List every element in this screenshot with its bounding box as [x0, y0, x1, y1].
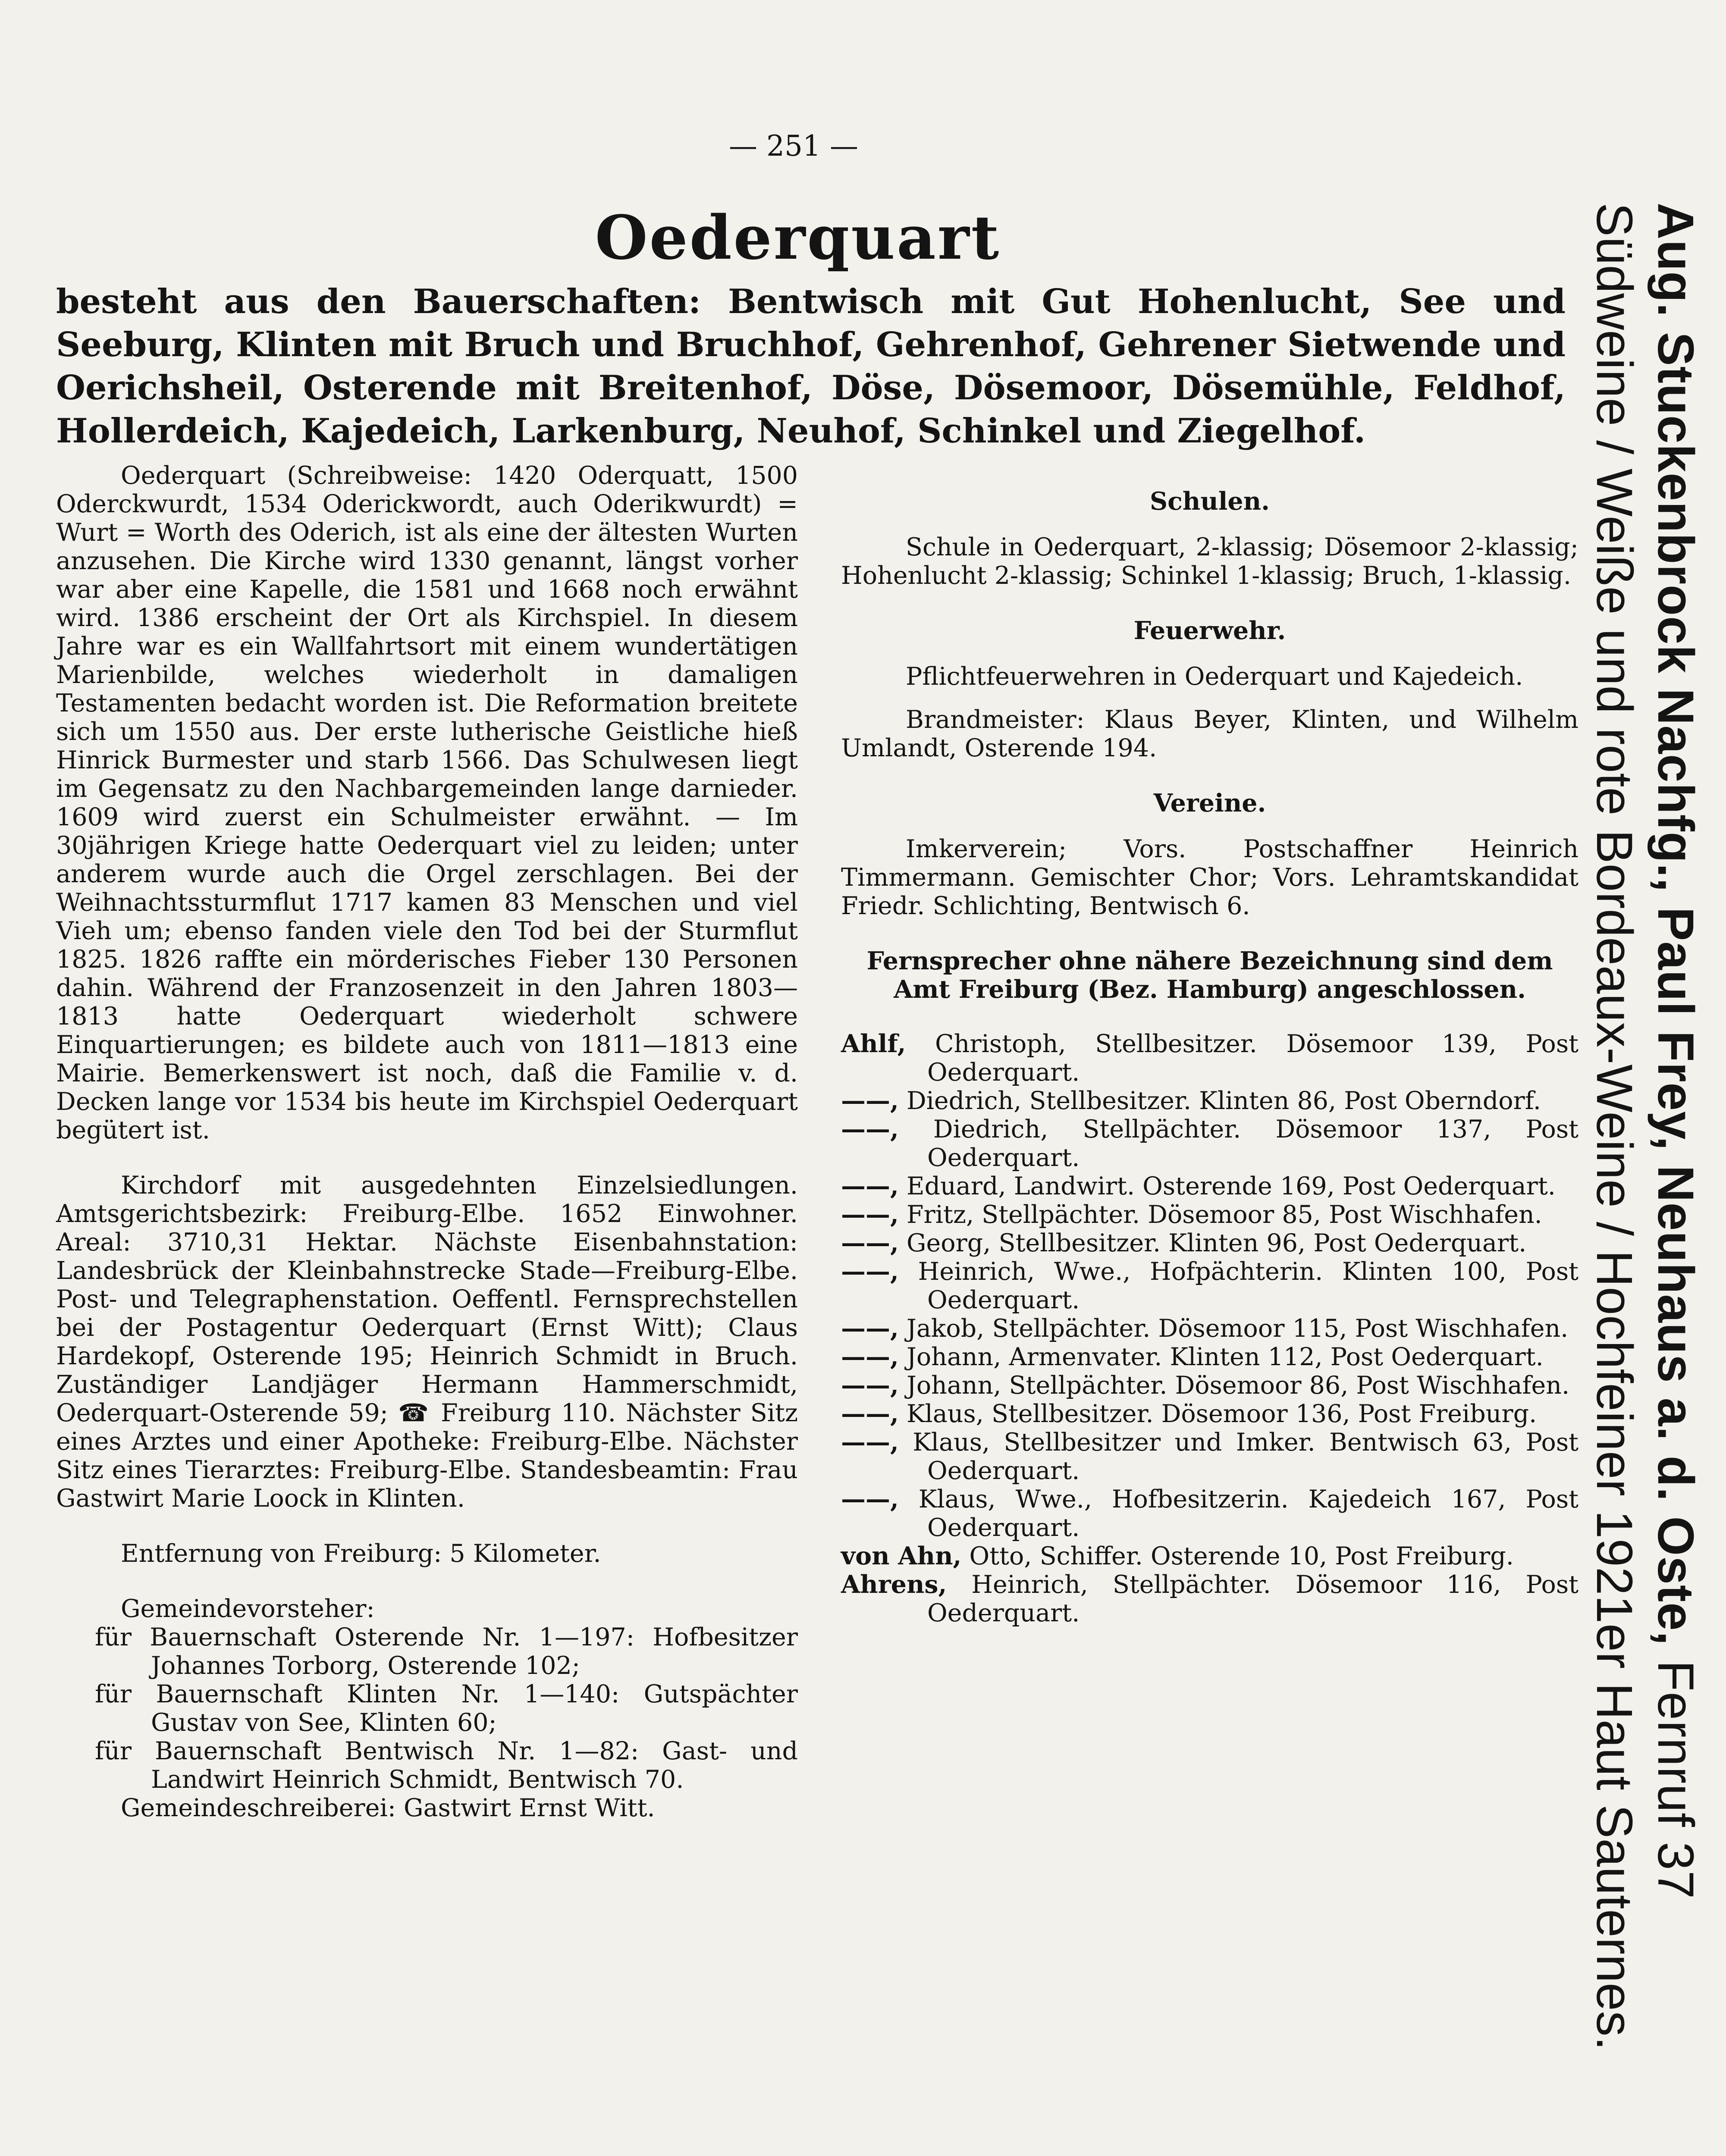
phone-directory — [841, 1030, 1579, 1627]
directory-entry — [841, 1172, 1579, 1200]
directory-entry — [841, 1229, 1579, 1257]
fire-heading: Feuerwehr. — [1133, 616, 1286, 645]
directory-entry — [841, 1030, 1579, 1087]
side-ad-phone: Fernruf 37 — [1647, 1645, 1704, 1899]
entry-text: Klaus, Stellbesitzer. Dösemoor 136, Post Freiburg. — [898, 1400, 1537, 1428]
entry-name: ——, — [841, 1485, 899, 1514]
directory-entry — [841, 1570, 1579, 1627]
page-number: — 251 — — [729, 129, 858, 163]
entry-name: ——, — [841, 1257, 899, 1286]
left-column — [56, 461, 798, 1822]
entry-text: Fritz, Stellpächter. Dösemoor 85, Post Wischhafen. — [898, 1200, 1542, 1229]
directory-entry — [841, 1400, 1579, 1428]
entry-text: Eduard, Landwirt. Osterende 169, Post Oederquart. — [898, 1172, 1556, 1200]
side-ad-company-line — [1645, 203, 1706, 2156]
entry-text: Georg, Stellbesitzer. Klinten 96, Post Oederquart. — [898, 1229, 1527, 1257]
chairs-heading: Gemeindevorsteher: — [121, 1595, 375, 1623]
distance-line: Entfernung von Freiburg: 5 Kilometer. — [121, 1539, 601, 1568]
facts-paragraph: Kirchdorf mit ausgedehnten Einzelsiedlungen. Amtsgerichtsbezirk: Freiburg-Elbe. 1652 Einwohner. Areal: 3710,31 Hektar. Nächste Eisenbahnstation: Landesbrück der Kleinbahnstrecke Stade—Freiburg-Elbe. Post- und Telegraphenstation. Oeffentl. Fernsprechstellen bei der Postagentur Oederquart (Ernst Witt); Claus Hardekopf, Osterende 195; Heinrich Schmidt in Bruch. Zuständiger Landjäger Hermann Hammerschmidt, Oederquart-Osterende 59; ☎ Freiburg 110. Nächster Sitz eines Arztes und einer Apotheke: Freiburg-Elbe. Nächster Sitz eines Tierarztes: Freiburg-Elbe. Standesbeamtin: Frau Gastwirt Marie Loock in Klinten. — [56, 1171, 798, 1513]
chair-item: für Bauernschaft Osterende Nr. 1—197: Hofbesitzer Johannes Torborg, Osterende 102; — [95, 1623, 798, 1680]
entry-text: Jakob, Stellpächter. Dösemoor 115, Post Wischhafen. — [898, 1314, 1569, 1343]
entry-name: ——, — [841, 1314, 899, 1343]
entry-name: von Ahn, — [841, 1542, 962, 1570]
clubs-heading: Vereine. — [1153, 789, 1266, 818]
entry-text: Johann, Armenvater. Klinten 112, Post Oederquart. — [898, 1343, 1544, 1371]
schools-heading: Schulen. — [1150, 487, 1270, 516]
clerk-line: Gemeindeschreiberei: Gastwirt Ernst Witt. — [121, 1794, 655, 1822]
directory-entry — [841, 1087, 1579, 1115]
entry-text: Heinrich, Stellpächter. Dösemoor 116, Post Oederquart. — [927, 1570, 1579, 1627]
schools-paragraph: Schule in Oederquart, 2-klassig; Dösemoor 2-klassig; Hohenlucht 2-klassig; Schinkel 1-klassig; Bruch, 1-klassig. — [841, 533, 1579, 590]
directory-entry — [841, 1200, 1579, 1229]
intro-paragraph: besteht aus den Bauerschaften: Bentwisch mit Gut Hohenlucht, See und Seeburg, Klinten mit Bruch und Bruchhof, Gehrenhof, Gehrener Sietwende und Oerichsheil, Osterende mit Breitenhof, Döse, Dösemoor, Dösemühle, Feldhof, Hollerdeich, Kajedeich, Larkenburg, Neuhof, Schinkel und Ziegelhof. — [56, 282, 1566, 451]
entry-text: Christoph, Stellbesitzer. Dösemoor 139, Post Oederquart. — [906, 1030, 1579, 1087]
entry-name: ——, — [841, 1342, 899, 1371]
entry-name: ——, — [841, 1371, 899, 1400]
directory-entry — [841, 1371, 1579, 1400]
side-advertisement — [1576, 203, 1706, 2156]
fire-paragraph: Pflichtfeuerwehren in Oederquart und Kajedeich. — [906, 662, 1523, 691]
entry-name: Ahlf, — [841, 1029, 906, 1058]
entry-text: Heinrich, Wwe., Hofpächterin. Klinten 100, Post Oederquart. — [898, 1257, 1579, 1314]
chair-item: für Bauernschaft Klinten Nr. 1—140: Gutspächter Gustav von See, Klinten 60; — [95, 1680, 798, 1737]
entry-name: ——, — [841, 1115, 899, 1144]
entry-text: Diedrich, Stellpächter. Dösemoor 137, Post Oederquart. — [898, 1115, 1579, 1172]
entry-name: ——, — [841, 1086, 899, 1115]
directory-entry — [841, 1485, 1579, 1542]
history-paragraph: Oederquart (Schreibweise: 1420 Oderquatt, 1500 Oderckwurdt, 1534 Oderickwordt, auch Oderikwurdt) = Wurt = Worth des Oderich, ist als eine der ältesten Wurten anzusehen. Die Kirche wird 1330 genannt, längst vorher war aber eine Kapelle, die 1581 und 1668 noch erwähnt wird. 1386 erscheint der Ort als Kirchspiel. In diesem Jahre war es ein Wallfahrtsort mit einem wundertätigen Marienbilde, welches wiederholt in damaligen Testamenten bedacht worden ist. Die Reformation breitete sich um 1550 aus. Der erste lutherische Geistliche hieß Hinrick Burmester und starb 1566. Das Schulwesen liegt im Gegensatz zu den Nachbargemeinden lange darnieder. 1609 wird zuerst ein Schulmeister erwähnt. — Im 30jährigen Kriege hatte Oederquart viel zu leiden; unter anderem wurde auch die Orgel zerschlagen. Bei der Weihnachtssturmflut 1717 kamen 83 Menschen und viel Vieh um; ebenso fanden viele den Tod bei der Sturmflut 1825. 1826 raffte ein mörderisches Fieber 130 Personen dahin. Während der Franzosenzeit in den Jahren 1803—1813 hatte Oederquart wiederholt schwere Einquartierungen; es bildete auch von 1811—1813 eine Mairie. Bemerkenswert ist noch, daß die Familie v. d. Decken lange vor 1534 bis heute im Kirchspiel Oederquart begütert ist. — [56, 461, 798, 1144]
directory-entry — [841, 1115, 1579, 1172]
entry-name: ——, — [841, 1172, 899, 1200]
directory-entry — [841, 1542, 1579, 1570]
entry-text: Klaus, Stellbesitzer und Imker. Bentwisch 63, Post Oederquart. — [898, 1428, 1579, 1485]
directory-entry — [841, 1428, 1579, 1485]
entry-name: ——, — [841, 1399, 899, 1428]
entry-text: Johann, Stellpächter. Dösemoor 86, Post Wischhafen. — [898, 1371, 1570, 1400]
phone-heading: Fernsprecher ohne nähere Bezeichnung sind dem Amt Freiburg (Bez. Hamburg) angeschlossen. — [866, 946, 1553, 1004]
page-title: Oederquart — [595, 203, 1001, 273]
right-column — [841, 487, 1579, 1627]
chair-item: für Bauernschaft Bentwisch Nr. 1—82: Gast- und Landwirt Heinrich Schmidt, Bentwisch 70. — [95, 1737, 798, 1794]
entry-name: ——, — [841, 1428, 899, 1457]
entry-text: Otto, Schiffer. Osterende 10, Post Freiburg. — [961, 1542, 1514, 1570]
entry-text: Diedrich, Stellbesitzer. Klinten 86, Post Oberndorf. — [898, 1087, 1541, 1115]
side-ad-company: Aug. Stuckenbrock Nachfg., Paul Frey, Neuhaus a. d. Oste, — [1647, 203, 1704, 1646]
directory-entry — [841, 1343, 1579, 1371]
entry-name: ——, — [841, 1228, 899, 1257]
entry-name: Ahrens, — [841, 1570, 947, 1599]
directory-entry — [841, 1257, 1579, 1314]
entry-text: Klaus, Wwe., Hofbesitzerin. Kajedeich 167, Post Oederquart. — [898, 1485, 1579, 1542]
side-ad-products: Südweine / Weiße und rote Bordeaux-Weine / Hochfeiner 1921er Haut Sauternes. — [1586, 203, 1643, 2051]
clubs-paragraph: Imkerverein; Vors. Postschaffner Heinrich Timmermann. Gemischter Chor; Vors. Lehramtskandidat Friedr. Schlichting, Bentwisch 6. — [841, 835, 1579, 920]
entry-name: ——, — [841, 1200, 899, 1229]
fire-chiefs-paragraph: Brandmeister: Klaus Beyer, Klinten, und Wilhelm Umlandt, Osterende 194. — [841, 705, 1579, 762]
directory-entry — [841, 1314, 1579, 1343]
